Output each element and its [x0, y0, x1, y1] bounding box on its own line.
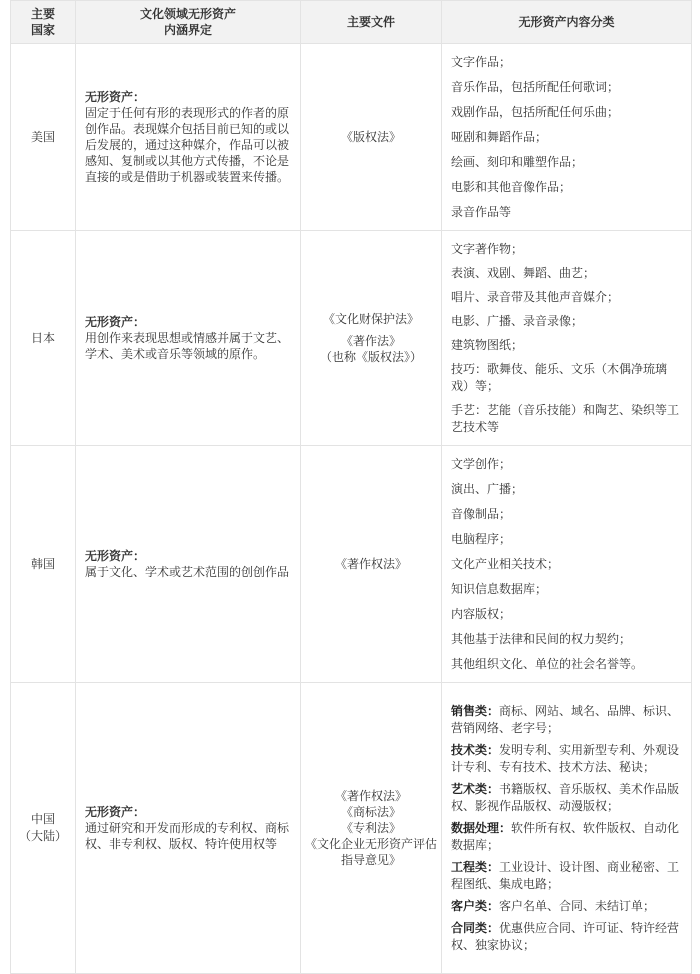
category-text: 电脑程序；	[451, 531, 512, 546]
category-label: 数据处理：	[451, 820, 512, 835]
category-text: 技巧：歌舞伎、能乐、文乐（木偶净琉璃戏）等；	[451, 361, 668, 393]
category-item	[451, 506, 681, 523]
category-text: 电影、广播、录音录像；	[451, 313, 584, 328]
country-cell: 日本	[11, 231, 76, 446]
header-country: 主要 国家	[11, 1, 76, 44]
category-item	[451, 781, 681, 815]
category-item	[451, 79, 681, 96]
category-item	[451, 402, 681, 436]
category-item	[451, 606, 681, 623]
documents-cell	[301, 446, 442, 683]
documents-cell	[301, 231, 442, 446]
category-text: 工业设计、设计图、商业秘密、工程图纸、集成电路；	[451, 859, 680, 891]
table-row	[11, 44, 692, 231]
definition-title: 无形资产：	[85, 805, 146, 819]
category-text: 文学创作；	[451, 456, 512, 471]
category-label: 合同类：	[451, 920, 500, 935]
document-name: 《著作权法》	[334, 557, 407, 571]
category-label: 工程类：	[451, 859, 500, 874]
table-row	[11, 446, 692, 683]
definition-cell	[76, 44, 301, 231]
category-label: 销售类：	[451, 703, 500, 718]
category-text: 优惠供应合同、许可证、特许经营权、独家协议；	[451, 920, 680, 952]
category-text: 书籍版权、音乐版权、美术作品版权、影视作品版权、动漫版权；	[451, 781, 680, 813]
document-name: 《文化财保护法》	[322, 312, 419, 326]
category-text: 知识信息数据库；	[451, 581, 548, 596]
category-text: 文字著作物；	[451, 241, 524, 256]
category-text: 演出、广播；	[451, 481, 524, 496]
category-text: 软件所有权、软件版权、自动化数据库；	[451, 820, 680, 852]
category-item	[451, 104, 681, 121]
category-item	[451, 361, 681, 395]
category-text: 内容版权；	[451, 606, 512, 621]
category-text: 文字作品；	[451, 54, 512, 69]
category-item	[451, 179, 681, 196]
category-text: 哑剧和舞蹈作品；	[451, 129, 548, 144]
document-name: 《专利法》	[340, 821, 401, 835]
country-cell: 韩国	[11, 446, 76, 683]
document-name: 《版权法》	[340, 130, 401, 144]
category-item	[451, 241, 681, 258]
categories-cell	[442, 683, 692, 974]
category-item	[451, 456, 681, 473]
categories-cell	[442, 44, 692, 231]
document-name: 《著作法》	[340, 334, 401, 348]
category-label: 艺术类：	[451, 781, 500, 796]
definition-text: 属于文化、学术或艺术范围的创创作品	[85, 565, 290, 579]
category-label: 技术类：	[451, 742, 500, 757]
category-item	[451, 703, 681, 737]
category-item	[451, 54, 681, 71]
category-item	[451, 742, 681, 776]
definition-title: 无形资产：	[85, 549, 146, 563]
intangible-assets-table	[10, 0, 692, 974]
category-item	[451, 631, 681, 648]
documents-cell	[301, 683, 442, 974]
header-definition: 文化领域无形资产 内涵界定	[76, 1, 301, 44]
category-text: 文化产业相关技术；	[451, 556, 560, 571]
category-text: 戏剧作品，包括所配任何乐曲；	[451, 104, 620, 119]
definition-cell	[76, 231, 301, 446]
category-text: 商标、网站、域名、品牌、标识、营销网络、老字号；	[451, 703, 680, 735]
category-text: 唱片、录音带及其他声音媒介；	[451, 289, 620, 304]
category-item	[451, 289, 681, 306]
category-text: 录音作品等	[451, 204, 512, 219]
category-item	[451, 313, 681, 330]
categories-cell	[442, 446, 692, 683]
category-text: 发明专利、实用新型专利、外观设计专利、专有技术、技术方法、秘诀；	[451, 742, 680, 774]
category-text: 音乐作品，包括所配任何歌词；	[451, 79, 620, 94]
country-cell: 中国 （大陆）	[11, 683, 76, 974]
categories-cell	[442, 231, 692, 446]
category-text: 客户名单、合同、未结订单；	[499, 898, 656, 913]
category-text: 电影和其他音像作品；	[451, 179, 572, 194]
category-text: 音像制品；	[451, 506, 512, 521]
table-row	[11, 683, 692, 974]
category-item	[451, 531, 681, 548]
category-label: 客户类：	[451, 898, 500, 913]
documents-cell	[301, 44, 442, 231]
document-name: 《文化企业无形资产评估指导意见》	[305, 837, 438, 867]
category-item	[451, 129, 681, 146]
document-name: （也称《版权法》）	[319, 350, 422, 364]
category-item	[451, 481, 681, 498]
header-documents: 主要文件	[301, 1, 442, 44]
category-text: 建筑物图纸；	[451, 337, 524, 352]
category-item	[451, 581, 681, 598]
category-text: 其他基于法律和民间的权力契约；	[451, 631, 632, 646]
category-item	[451, 920, 681, 954]
document-name: 《商标法》	[340, 805, 401, 819]
table-row	[11, 231, 692, 446]
definition-text: 通过研究和开发而形成的专利权、商标权、非专利权、版权、特许使用权等	[85, 821, 290, 851]
document-name: 《著作权法》	[334, 789, 407, 803]
definition-title: 无形资产：	[85, 315, 146, 329]
header-categories: 无形资产内容分类	[442, 1, 692, 44]
definition-cell	[76, 446, 301, 683]
category-text: 手艺：艺能（音乐技能）和陶艺、染织等工艺技术等	[451, 402, 680, 434]
definition-title: 无形资产：	[85, 90, 146, 104]
definition-text: 用创作来表现思想或情感并属于文艺、学术、美术或音乐等领域的原作。	[85, 331, 290, 361]
definition-text: 固定于任何有形的表现形式的作者的原创作品。表现媒介包括目前已知的或以后发展的，通过这种媒介，作品可以被感知、复制或以其他方式传播，不论是直接的或是借助于机器或装置来传播。	[85, 106, 290, 184]
category-item	[451, 556, 681, 573]
header-row	[11, 1, 692, 44]
country-cell: 美国	[11, 44, 76, 231]
category-item	[451, 154, 681, 171]
category-text: 其他组织文化、单位的社会名誉等。	[451, 656, 644, 671]
category-item	[451, 265, 681, 282]
category-item	[451, 204, 681, 221]
category-item	[451, 898, 681, 915]
category-text: 表演、戏剧、舞蹈、曲艺；	[451, 265, 596, 280]
category-item	[451, 820, 681, 854]
category-item	[451, 859, 681, 893]
definition-cell	[76, 683, 301, 974]
category-item	[451, 337, 681, 354]
category-text: 绘画、刻印和雕塑作品；	[451, 154, 584, 169]
category-item	[451, 656, 681, 673]
